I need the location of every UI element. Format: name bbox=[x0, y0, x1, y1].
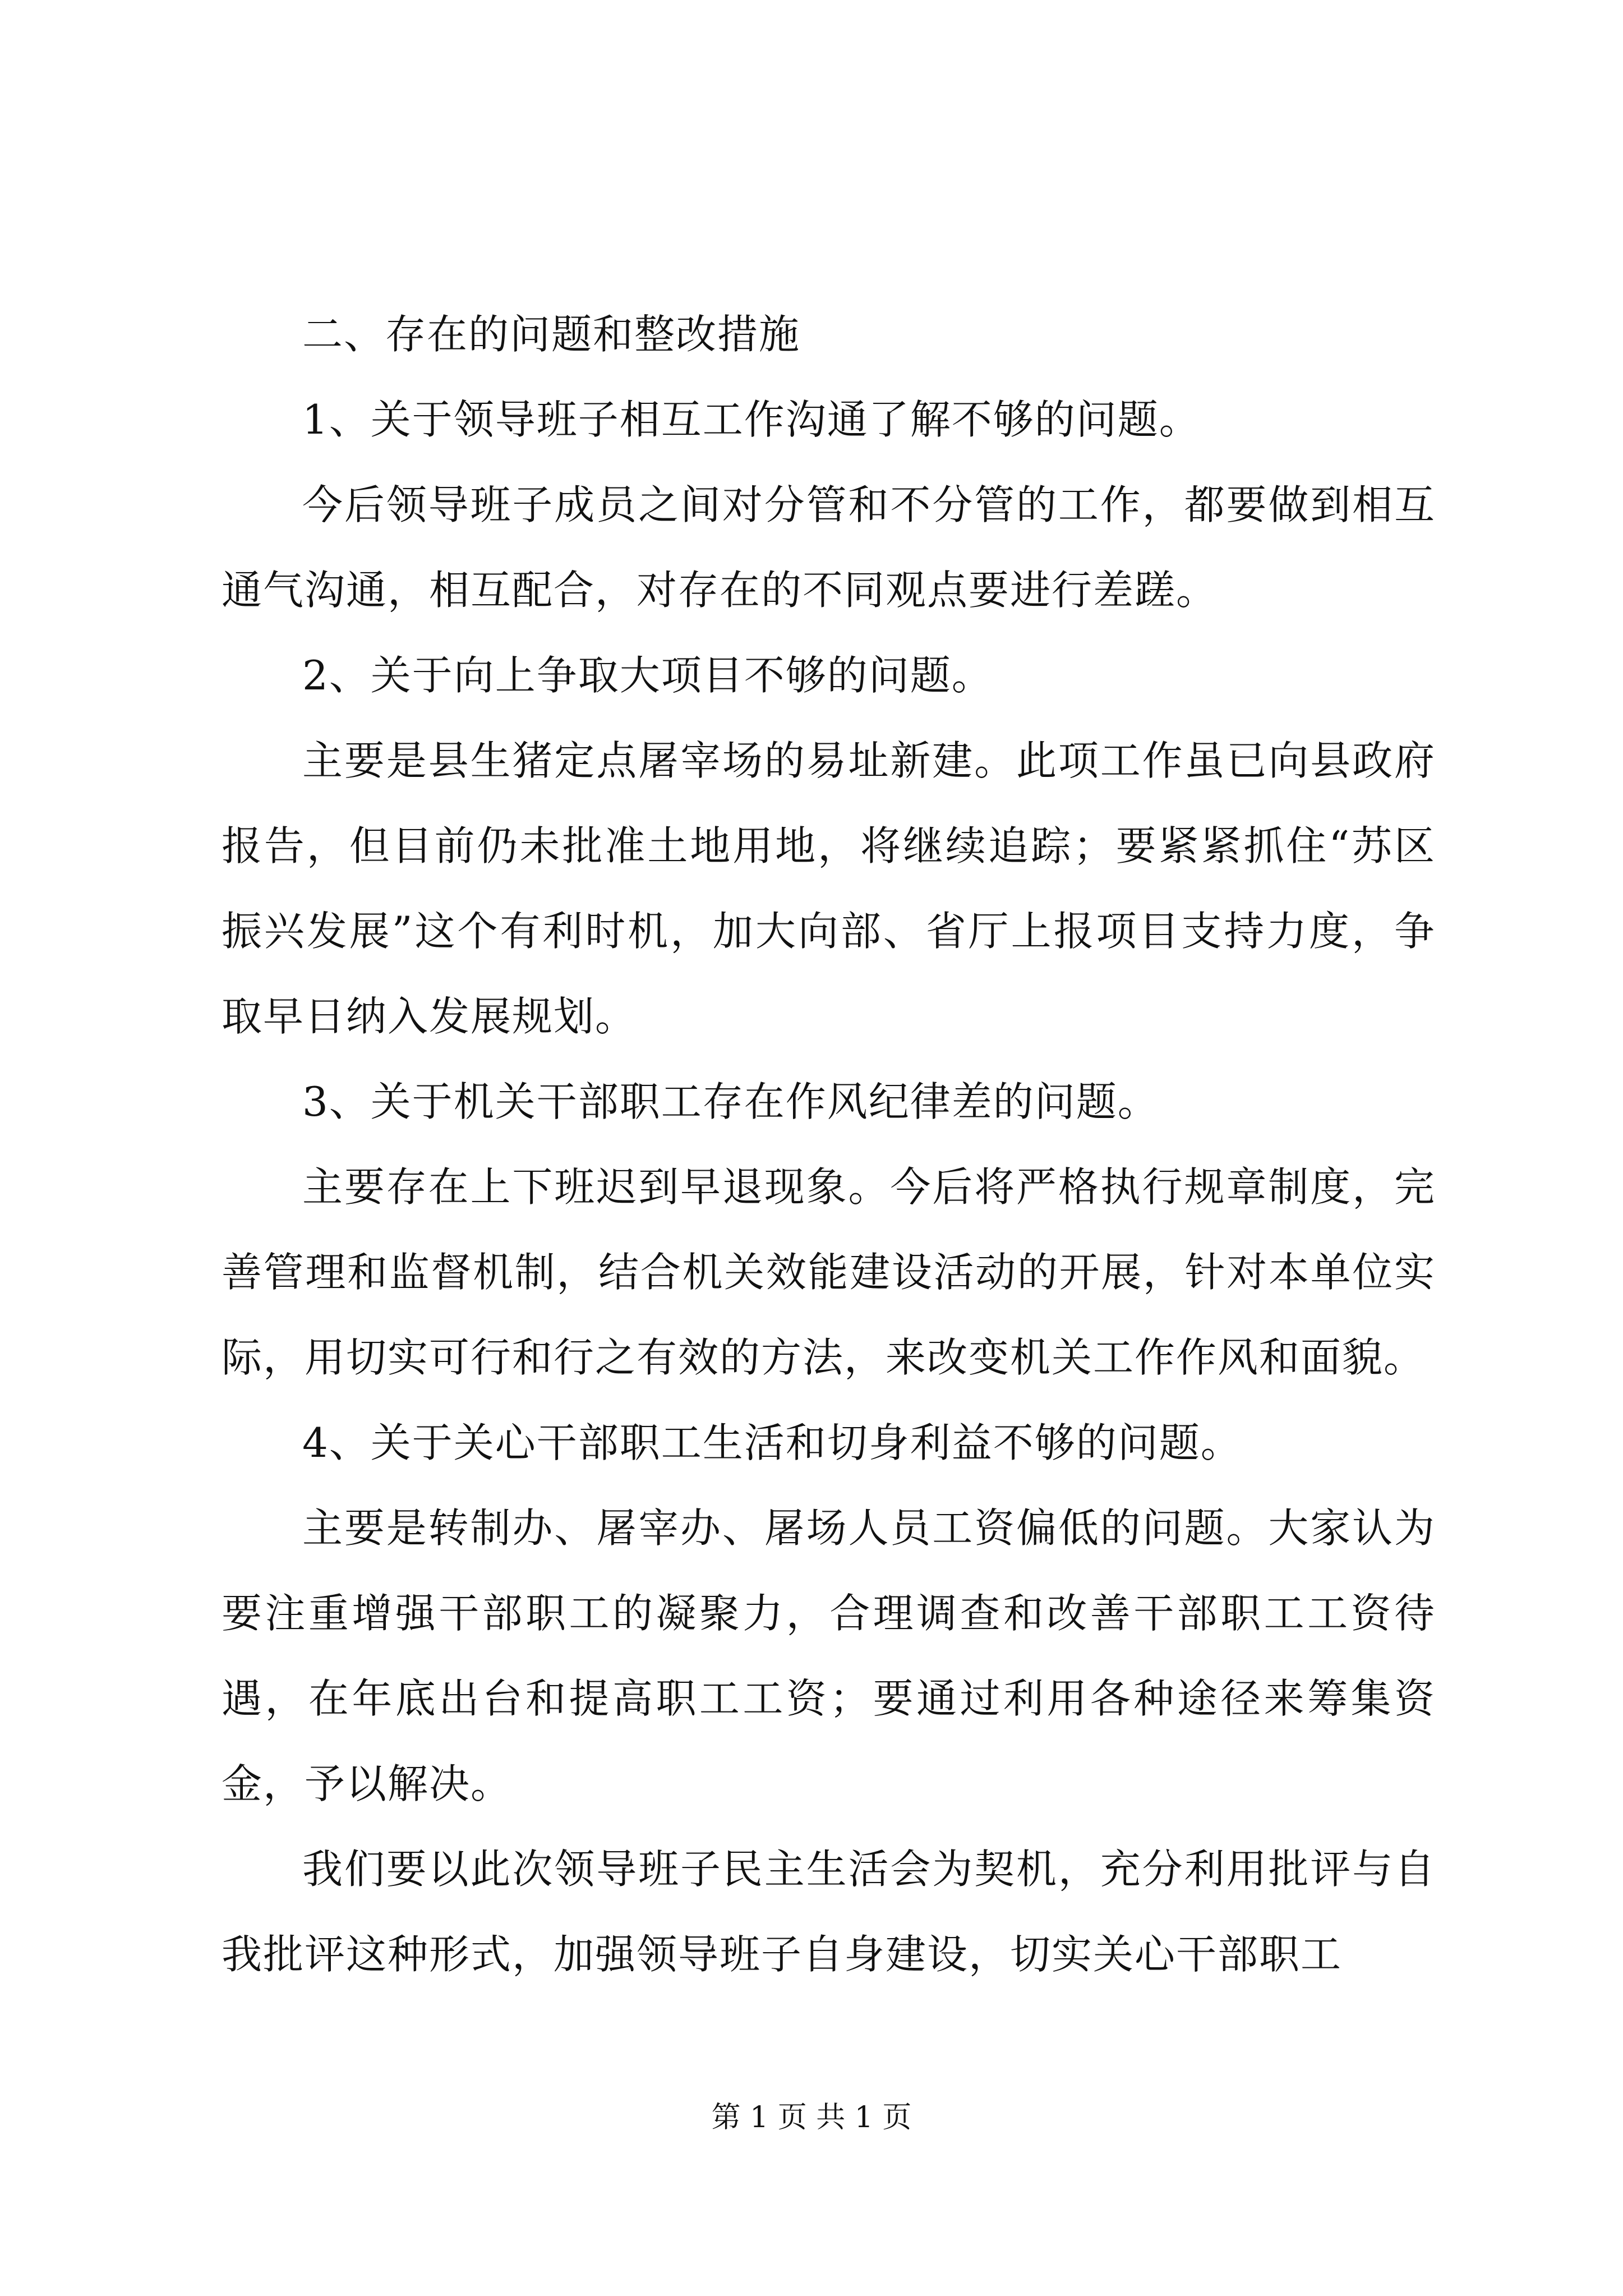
issue-2-body: 主要是县生猪定点屠宰场的易址新建。此项工作虽已向县政府报告，但目前仍未批准土地用地，将继续追踪；要紧紧抓住“苏区振兴发展”这个有利时机，加大向部、省厅上报项目支持力度，争取早日纳入发展规划。 bbox=[222, 737, 1436, 1040]
closing-paragraph: 我们要以此次领导班子民主生活会为契机，充分利用批评与自我批评这种形式，加强领导班子自身建设，切实关心干部职工 bbox=[222, 1846, 1436, 1978]
issue-1-body: 今后领导班子成员之间对分管和不分管的工作，都要做到相互通气沟通，相互配合，对存在的不同观点要进行差蹉。 bbox=[222, 481, 1436, 614]
document-body bbox=[222, 292, 1436, 1997]
issue-2-heading: 2、关于向上争取大项目不够的问题。 bbox=[302, 652, 993, 699]
issue-3-heading: 3、关于机关干部职工存在作风纪律差的问题。 bbox=[302, 1078, 1159, 1125]
issue-4-heading: 4、关于关心干部职工生活和切身利益不够的问题。 bbox=[302, 1419, 1242, 1466]
page-footer: 第 1 页 共 1 页 bbox=[711, 2101, 912, 2134]
issue-4-body: 主要是转制办、屠宰办、屠场人员工资偏低的问题。大家认为要注重增强干部职工的凝聚力，合理调查和改善干部职工工资待遇，在年底出台和提高职工工资；要通过利用各种途径来筹集资金，予以解决。 bbox=[222, 1504, 1436, 1807]
issue-3-body: 主要存在上下班迟到早退现象。今后将严格执行规章制度，完善管理和监督机制，结合机关效能建设活动的开展，针对本单位实际，用切实可行和行之有效的方法，来改变机关工作作风和面貌。 bbox=[222, 1163, 1436, 1381]
section-heading: 二、存在的问题和整改措施 bbox=[302, 311, 801, 358]
issue-1-heading: 1、关于领导班子相互工作沟通了解不够的问题。 bbox=[302, 396, 1201, 443]
